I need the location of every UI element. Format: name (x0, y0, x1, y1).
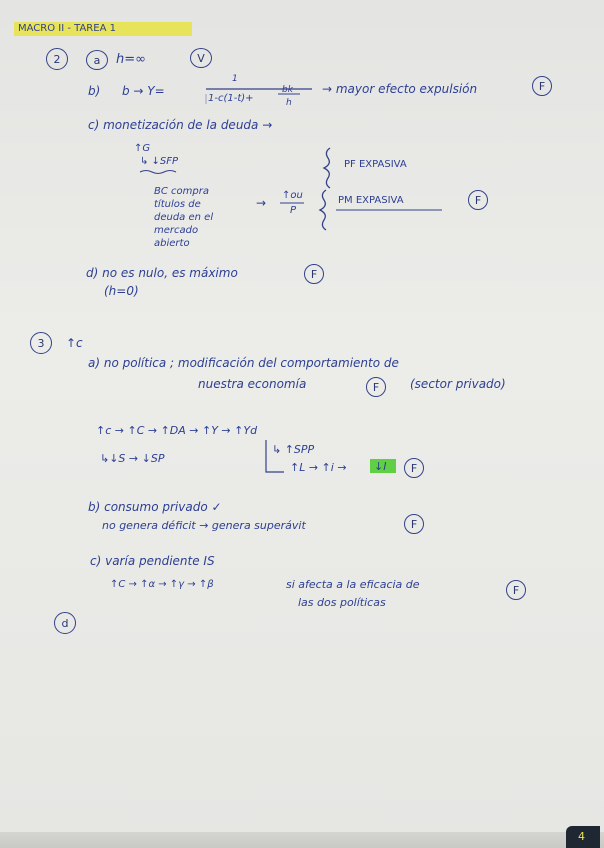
q2-d-mark: F (304, 264, 324, 284)
q3-branch-highlight: ↓I (374, 460, 387, 473)
q3-b-line1: b) consumo privado ✓ (88, 500, 222, 514)
q2-c-ratio-den: P (290, 205, 297, 216)
q2-c-bc-line4: mercado (154, 225, 199, 236)
q2-c-pf-expansiva: PF EXPASIVA (344, 159, 407, 170)
q2-c-bc-line2: títulos de (154, 199, 201, 210)
q3-chain: ↑c → ↑C → ↑DA → ↑Y → ↑Yd (96, 424, 258, 437)
header-title: MACRO II - TAREA 1 (18, 23, 116, 34)
q3-c-line3: si afecta a la eficacia de (286, 578, 420, 591)
q2-c-arrow: → (256, 196, 267, 210)
q2-d-sub: (h=0) (104, 284, 139, 298)
wavy-underline (140, 171, 176, 174)
q2-b-numerator: 1 (232, 74, 238, 84)
q3-c-mark: F (506, 580, 526, 600)
q3-tc: ↑c (66, 336, 83, 350)
q3-branch1: ↳ ↑SPP (272, 443, 315, 456)
question-3-number: 3 (30, 332, 52, 354)
q2-b-result: → mayor efecto expulsión (322, 82, 478, 96)
q3-a-line1: a) no política ; modificación del comportamiento de (88, 356, 399, 370)
flow-bracket (266, 440, 284, 472)
bottom-strip (0, 832, 604, 848)
corner-tab (566, 826, 600, 848)
q3-b-mark: F (404, 514, 424, 534)
q2-c-sfp: ↳ ↓SFP (140, 156, 179, 167)
q2-d-text: d) no es nulo, es máximo (86, 266, 238, 280)
q2-c-bc-line5: abierto (154, 238, 190, 249)
q3-c-line2: ↑C → ↑α → ↑γ → ↑β (110, 579, 214, 590)
brace-bottom (320, 190, 326, 230)
q3-a-mark: F (366, 377, 386, 397)
q2-a-circle: a (86, 50, 108, 70)
q2-b-left: b → Y= (122, 84, 165, 98)
q2-a-text: h=∞ (116, 52, 146, 67)
q3-c-line4: las dos políticas (298, 596, 386, 609)
q3-b-line2: no genera déficit → genera superávit (102, 519, 306, 532)
question-2-number: 2 (46, 48, 68, 70)
q2-b-label: b) (88, 84, 101, 98)
corner-label: 4 (578, 830, 585, 843)
q3-branch2: ↑L → ↑i → (290, 461, 347, 474)
q2-c-tg: ↑G (134, 143, 151, 154)
q2-c-bc-line3: deuda en el (154, 212, 214, 223)
brace-top (324, 148, 330, 188)
q2-c-pm-expansiva: PM EXPASIVA (338, 195, 404, 206)
q2-b-denominator: 1-c(1-t)+ (208, 93, 254, 104)
q2-c-mark: F (468, 190, 488, 210)
q2-a-mark: V (190, 48, 212, 68)
q2-b-frac-num: bk (282, 85, 293, 95)
q3-a-line2: nuestra economía (198, 377, 307, 391)
q3-a-paren: (sector privado) (410, 377, 506, 391)
q2-c-ratio: ↑ou (282, 190, 303, 201)
q2-b-frac-den: h (286, 98, 292, 108)
q2-c-text: c) monetización de la deuda → (88, 118, 273, 132)
q3-branch-mark: F (404, 458, 424, 478)
q3-d-circle: d (54, 612, 76, 634)
q3-chain-left2: ↳↓S → ↓SP (100, 452, 165, 465)
q2-b-mark: F (532, 76, 552, 96)
q3-c-line1: c) varía pendiente IS (90, 554, 215, 568)
q2-c-bc-line1: BC compra (154, 186, 209, 197)
